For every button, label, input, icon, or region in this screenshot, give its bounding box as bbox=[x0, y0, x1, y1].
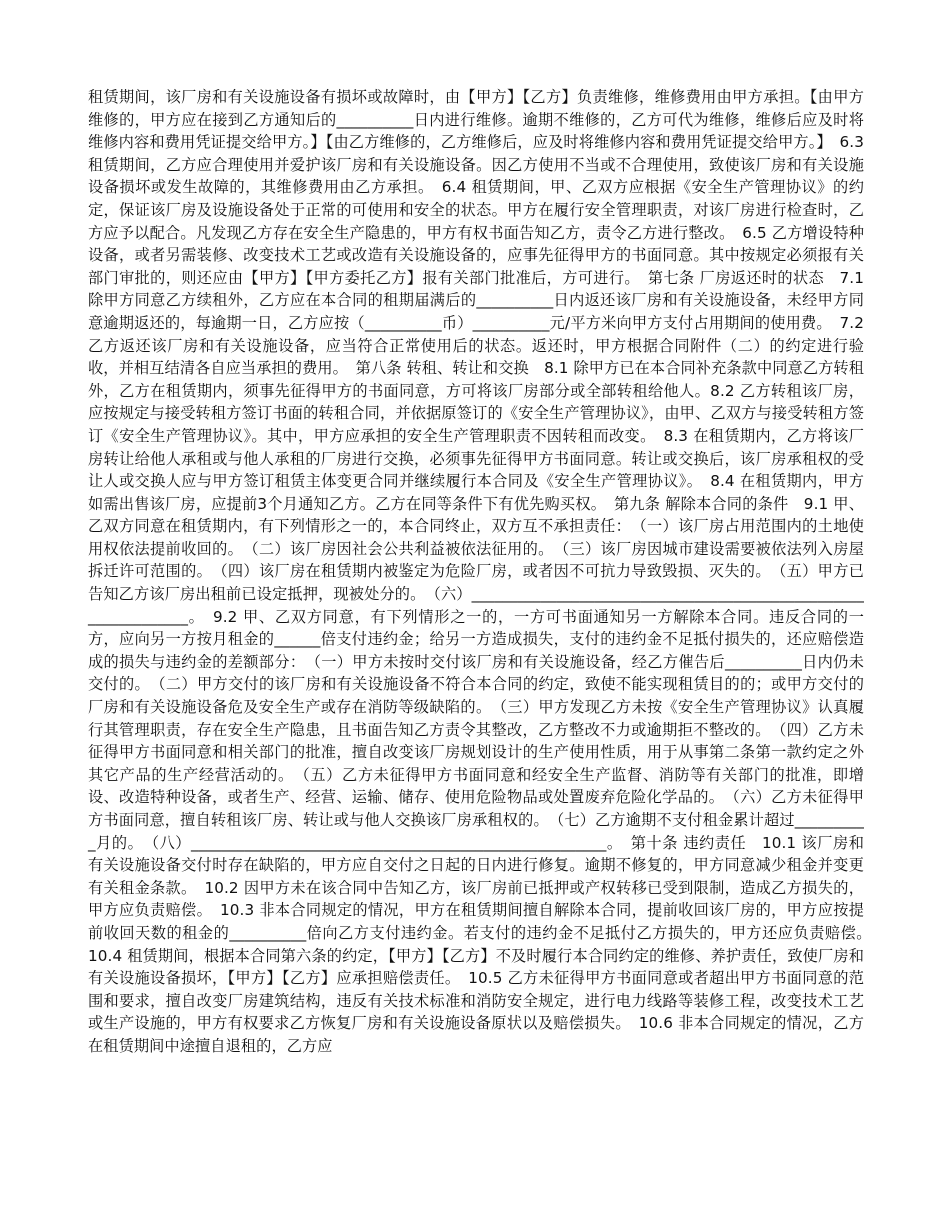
contract-body-text: 租赁期间，该厂房和有关设施设备有损坏或故障时，由【甲方】【乙方】负责维修，维修费用由甲方承担。【由甲方维修的，甲方应在接到乙方通知后的__________日内进行维修。逾期不维修的，乙方可代为维修，维修后应及时将维修内容和费用凭证提交给甲方。】【由乙方维修的，乙方维修后，应及时将维修内容和费用凭证提交给甲方。】 6.3 租赁期间，乙方应合理使用并爱护该厂房和有关设施设备。因乙方使用不当或不合理使用，致使该厂房和有关设施设备损坏或发生故障的，其维修费用由乙方承担。 6.4 租赁期间，甲、乙双方应根据《安全生产管理协议》的约定，保证该厂房及设施设备处于正常的可使用和安全的状态。甲方在履行安全管理职责，对该厂房进行检查时，乙方应予以配合。凡发现乙方存在安全生产隐患的，甲方有权书面告知乙方，责令乙方进行整改。 6.5 乙方增设特种设备，或者另需装修、改变技术工艺或改造有关设施设备的，应事先征得甲方的书面同意。其中按规定必须报有关部门审批的，则还应由【甲方】【甲方委托乙方】报有关部门批准后，方可进行。 第七条 厂房返还时的状态 7.1 除甲方同意乙方续租外，乙方应在本合同的租期届满后的__________日内返还该厂房和有关设施设备，未经甲方同意逾期返还的，每逾期一日，乙方应按（__________币）__________元/平方米向甲方支付占用期间的使用费。 7.2 乙方返还该厂房和有关设施设备，应当符合正常使用后的状态。返还时，甲方根据合同附件（二）的约定进行验收，并相互结清各自应当承担的费用。 第八条 转租、转让和交换 8.1 除甲方已在本合同补充条款中同意乙方转租外，乙方在租赁期内，须事先征得甲方的书面同意，方可将该厂房部分或全部转租给他人。8.2 乙方转租该厂房，应按规定与接受转租方签订书面的转租合同，并依据原签订的《安全生产管理协议》，由甲、乙双方与接受转租方签订《安全生产管理协议》。其中，甲方应承担的安全生产管理职责不因转租而改变。 8.3 在租赁期内，乙方将该厂房转让给他人承租或与他人承租的厂房进行交换，必须事先征得甲方书面同意。转让或交换后，该厂房承租权的受让人或交换人应与甲方签订租赁主体变更合同并继续履行本合同及《安全生产管理协议》。 8.4 在租赁期内，甲方如需出售该厂房，应提前3个月通知乙方。乙方在同等条件下有优先购买权。 第九条 解除本合同的条件 9.1 甲、乙双方同意在租赁期内，有下列情形之一的，本合同终止，双方互不承担责任： （一）该厂房占用范围内的土地使用权依法提前收回的。 （二）该厂房因社会公共利益被依法征用的。 （三）该厂房因城市建设需要被依法列入房屋拆迁许可范围的。 （四）该厂房在租赁期内被鉴定为危险厂房，或者因不可抗力导致毁损、灭失的。 （五）甲方已告知乙方该厂房出租前已设定抵押，现被处分的。 （六）________________________________________________________________。 9.2 甲、乙双方同意，有下列情形之一的，一方可书面通知另一方解除本合同。违反合同的一方，应向另一方按月租金的______倍支付违约金；给另一方造成损失，支付的违约金不足抵付损失的，还应赔偿造成的损失与违约金的差额部分： （一）甲方未按时交付该厂房和有关设施设备，经乙方催告后__________日内仍未交付的。 （二）甲方交付的该厂房和有关设施设备不符合本合同的约定，致使不能实现租赁目的的；或甲方交付的厂房和有关设施设备危及安全生产或存在消防等级缺陷的。 （三）甲方发现乙方未按《安全生产管理协议》认真履行其管理职责，存在安全生产隐患，且书面告知乙方责令其整改，乙方整改不力或逾期拒不整改的。 （四）乙方未征得甲方书面同意和相关部门的批准，擅自改变该厂房规划设计的生产使用性质，用于从事第二条第一款约定之外其它产品的生产经营活动的。 （五）乙方未征得甲方书面同意和经安全生产监督、消防等有关部门的批准，即增设、改造特种设备，或者生产、经营、运输、储存、使用危险物品或处置废弃危险化学品的。 （六）乙方未征得甲方书面同意，擅自转租该厂房、转让或与他人交换该厂房承租权的。 （七）乙方逾期不支付租金累计超过__________月的。 （八）______________________________________________________。 第十条 违约责任 10.1 该厂房和有关设施设备交付时存在缺陷的，甲方应自交付之日起的日内进行修复。逾期不修复的，甲方同意减少租金并变更有关租金条款。 10.2 因甲方未在该合同中告知乙方，该厂房前已抵押或产权转移已受到限制，造成乙方损失的，甲方应负责赔偿。 10.3 非本合同规定的情况，甲方在租赁期间擅自解除本合同，提前收回该厂房的，甲方应按提前收回天数的租金的__________倍向乙方支付违约金。若支付的违约金不足抵付乙方损失的，甲方还应负责赔偿。 10.4 租赁期间，根据本合同第六条的约定，【甲方】【乙方】不及时履行本合同约定的维修、养护责任，致使厂房和有关设施设备损坏，【甲方】【乙方】应承担赔偿责任。 10.5 乙方未征得甲方书面同意或者超出甲方书面同意的范围和要求，擅自改变厂房建筑结构，违反有关技术标准和消防安全规定，进行电力线路等装修工程，改变技术工艺或生产设施的，甲方有权要求乙方恢复厂房和有关设施设备原状以及赔偿损失。 10.6 非本合同规定的情况，乙方在租赁期间中途擅自退租的，乙方应 bbox=[88, 88, 880, 1055]
document-page bbox=[88, 86, 880, 1058]
